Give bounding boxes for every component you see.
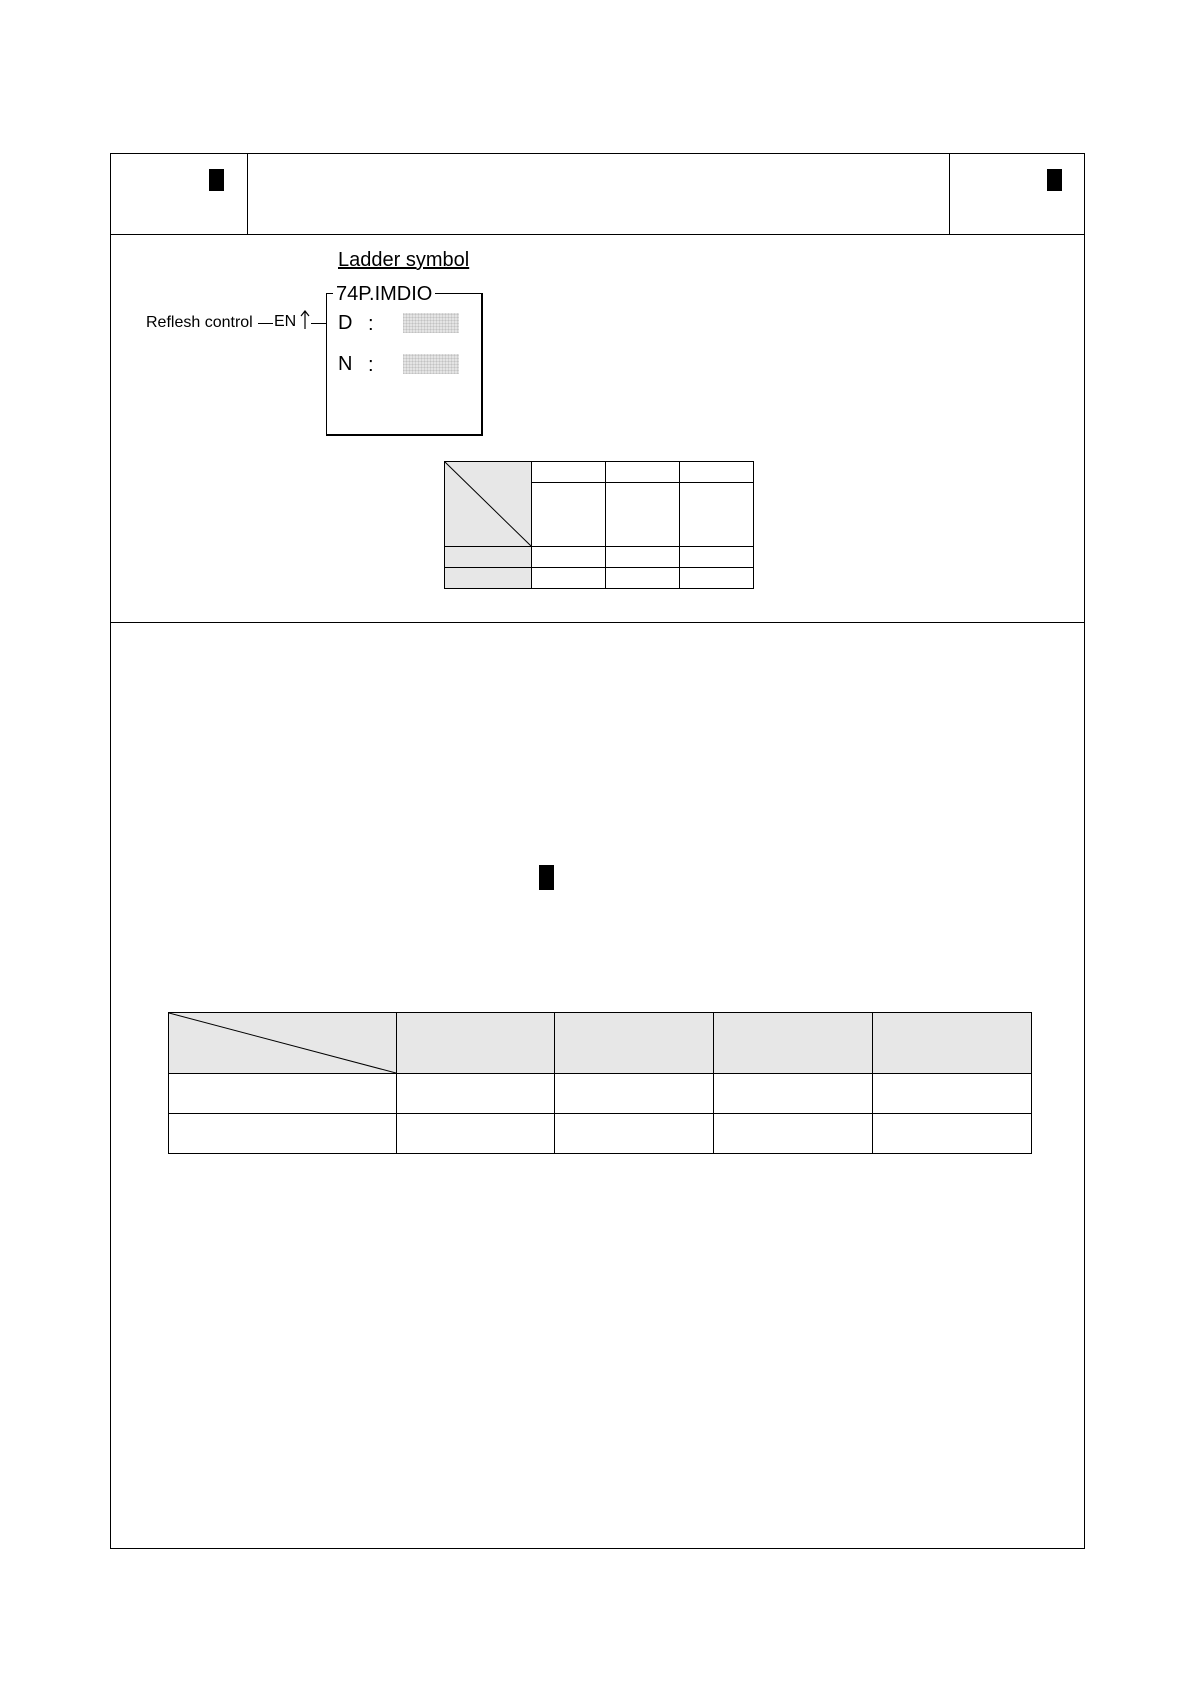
header-cell — [680, 483, 754, 547]
header-cell — [532, 462, 606, 483]
pin-d-name: D — [338, 312, 353, 334]
corner-cell — [445, 462, 532, 547]
table-row — [169, 1013, 1032, 1074]
pin-n-name: N — [338, 353, 353, 375]
body-black-mark — [539, 865, 554, 890]
table-cell — [532, 547, 606, 568]
header-cell — [397, 1013, 555, 1074]
header-cell — [606, 483, 680, 547]
header-cell — [873, 1013, 1032, 1074]
header-left-divider — [247, 153, 248, 234]
header-right-black-mark — [1047, 169, 1062, 191]
row-label-cell — [169, 1114, 397, 1154]
table-cell — [714, 1074, 873, 1114]
corner-cell — [169, 1013, 397, 1074]
table-cell — [555, 1074, 714, 1114]
page-frame — [110, 153, 1085, 1549]
header-cell — [606, 462, 680, 483]
flag-table — [168, 1012, 1032, 1154]
diagonal-line — [445, 462, 531, 546]
table-cell — [555, 1114, 714, 1154]
table-cell — [873, 1114, 1032, 1154]
header-cell — [555, 1013, 714, 1074]
enable-connector-line — [311, 323, 326, 324]
table-cell — [606, 547, 680, 568]
row-label-cell — [445, 547, 532, 568]
table-row — [169, 1114, 1032, 1154]
function-block-name: 74P.IMDIO — [333, 283, 435, 305]
row-label-cell — [445, 568, 532, 589]
header-cell — [680, 462, 754, 483]
table-cell — [397, 1114, 555, 1154]
reflesh-control-label: Reflesh control — [146, 314, 253, 331]
row-label-cell — [169, 1074, 397, 1114]
pin-d-separator: : — [368, 313, 374, 335]
table-cell — [680, 547, 754, 568]
table-cell — [397, 1074, 555, 1114]
pin-n-separator: : — [368, 354, 374, 376]
header-right-divider — [949, 153, 950, 234]
header-divider — [110, 234, 1085, 235]
ladder-symbol-title: Ladder symbol — [338, 249, 470, 271]
table-cell — [714, 1114, 873, 1154]
input-connector-line — [258, 323, 273, 324]
header-cell — [532, 483, 606, 547]
table-cell — [680, 568, 754, 589]
pin-d-value-placeholder — [403, 313, 459, 333]
section-divider — [110, 622, 1085, 623]
rising-edge-arrow-icon — [300, 310, 310, 330]
table-cell — [532, 568, 606, 589]
operand-table — [444, 461, 754, 589]
pin-n-value-placeholder — [403, 354, 459, 374]
table-cell — [873, 1074, 1032, 1114]
header-left-black-mark — [209, 169, 224, 191]
diagonal-line — [169, 1013, 396, 1073]
table-row — [445, 547, 754, 568]
table-row — [445, 462, 754, 483]
table-cell — [606, 568, 680, 589]
header-cell — [714, 1013, 873, 1074]
table-row — [169, 1074, 1032, 1114]
table-row — [445, 568, 754, 589]
enable-pin-label: EN — [274, 313, 297, 330]
